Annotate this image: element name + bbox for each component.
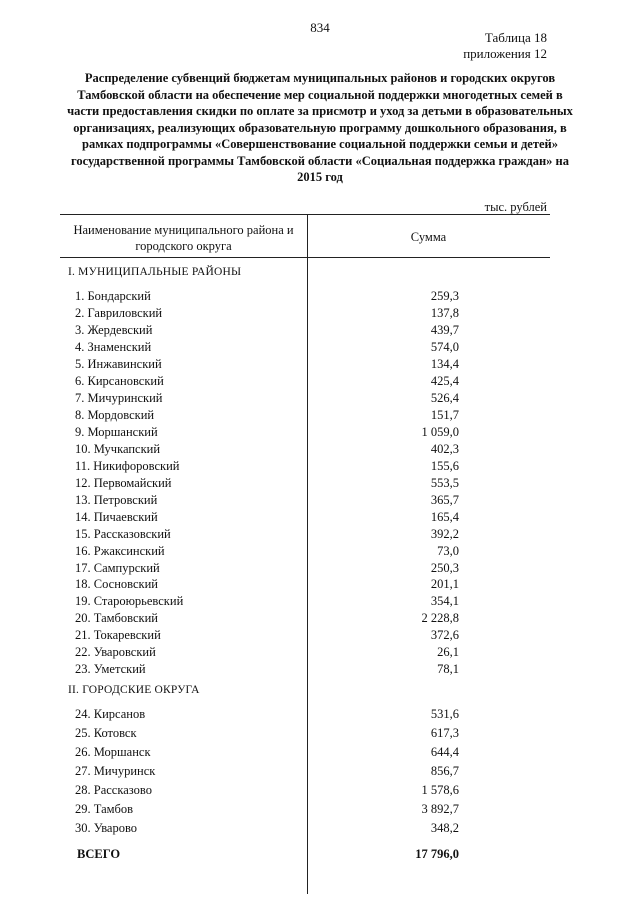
table-row (60, 576, 550, 593)
row-value: 439,7 (430, 322, 459, 337)
row-name: 8. Мордовский (75, 407, 155, 422)
row-name: 11. Никифоровский (75, 458, 180, 473)
row-name: 12. Первомайский (75, 475, 172, 490)
row-name: 16. Ржаксинский (75, 543, 165, 558)
row-value: 201,1 (430, 577, 459, 592)
header-name-line1: Наименование муниципального района и (73, 223, 294, 237)
table-row (60, 305, 550, 322)
table-row (60, 820, 550, 837)
row-name: 6. Кирсановский (75, 373, 164, 388)
row-name: 1. Бондарский (75, 289, 151, 303)
header-name-column (60, 222, 307, 254)
row-value: 617,3 (430, 726, 459, 740)
row-value: 372,6 (430, 628, 459, 643)
row-value: 856,7 (430, 764, 459, 778)
row-name: 22. Уваровский (75, 645, 156, 660)
row-name: 18. Сосновский (75, 577, 158, 592)
row-value: 553,5 (430, 475, 459, 490)
header-sum-column: Сумма (410, 230, 447, 244)
document-title: Распределение субвенций бюджетам муниципальных районов и городских округов Тамбовской области на обеспечение мер социальной поддержки многодетных семей в части предоставления скидки по оплате за присмотр и уход за детьми в образовательных организациях, реализующих образовательную программу дошкольного образования, в рамках подпрограммы «Совершенствование социальной поддержки семьи и детей» государственной программы Тамбовской области «Социальная поддержка граждан» на 2015 год (67, 71, 573, 184)
table-row (60, 543, 550, 560)
table-row (60, 322, 550, 339)
row-name: 7. Мичуринский (75, 390, 163, 405)
row-value: 165,4 (430, 509, 459, 524)
row-name: 19. Староюрьевский (75, 594, 184, 609)
table-row (60, 407, 550, 424)
row-name: 10. Мучкапский (75, 441, 161, 456)
table-row (60, 706, 550, 723)
table-row (60, 644, 550, 661)
table-row (60, 560, 550, 577)
row-name: 23. Уметский (75, 662, 146, 677)
table-row (60, 661, 550, 678)
row-name: 2. Гавриловский (75, 305, 163, 320)
row-value: 402,3 (430, 441, 459, 456)
table-row (60, 458, 550, 475)
row-name: 17. Сампурский (75, 560, 160, 575)
row-name: 25. Котовск (75, 726, 137, 740)
section-city-districts: II. ГОРОДСКИЕ ОКРУГА (68, 684, 200, 696)
row-name: 4. Знаменский (75, 339, 152, 354)
row-value: 151,7 (430, 407, 459, 422)
total-value: 17 796,0 (415, 847, 459, 861)
row-value: 78,1 (437, 662, 459, 677)
row-name: 15. Рассказовский (75, 526, 171, 541)
row-name: 26. Моршанск (75, 745, 151, 759)
row-value: 574,0 (430, 339, 459, 354)
table-reference-line1: Таблица 18 (484, 30, 547, 45)
row-name: 21. Токаревский (75, 628, 161, 643)
table-reference-line2: приложения 12 (463, 46, 547, 61)
table-row (60, 782, 550, 799)
table-top-border (60, 214, 550, 215)
row-value: 365,7 (430, 492, 459, 507)
row-value: 526,4 (430, 390, 459, 405)
row-name: 30. Уварово (75, 821, 138, 835)
table-row (60, 526, 550, 543)
table-row (60, 610, 550, 627)
table-row (60, 475, 550, 492)
table-row (60, 339, 550, 356)
row-value: 73,0 (437, 543, 459, 558)
row-value: 250,3 (430, 560, 459, 575)
table-row (60, 725, 550, 742)
header-bottom-border (60, 257, 550, 258)
row-value: 259,3 (430, 289, 459, 303)
row-value: 644,4 (430, 745, 459, 759)
table-row (60, 801, 550, 818)
row-name: 13. Петровский (75, 492, 158, 507)
row-name: 27. Мичуринск (75, 764, 156, 778)
header-name-line2: городского округа (135, 239, 232, 253)
row-name: 24. Кирсанов (75, 707, 146, 721)
row-value: 354,1 (430, 594, 459, 609)
table-reference (463, 30, 547, 62)
table-row (60, 356, 550, 373)
row-value: 425,4 (430, 373, 459, 388)
table-row (60, 288, 550, 305)
row-value: 155,6 (430, 458, 459, 473)
row-name: 14. Пичаевский (75, 509, 158, 524)
table-row (60, 627, 550, 644)
row-value: 3 892,7 (421, 802, 459, 816)
row-name: 29. Тамбов (75, 802, 134, 816)
row-name: 28. Рассказово (75, 783, 152, 797)
row-name: 9. Моршанский (75, 424, 158, 439)
table-row (60, 424, 550, 441)
page-number: 834 (310, 20, 330, 35)
section-municipal-districts: I. МУНИЦИПАЛЬНЫЕ РАЙОНЫ (68, 266, 242, 278)
row-value: 134,4 (430, 356, 459, 371)
table-row (60, 373, 550, 390)
row-name: 5. Инжавинский (75, 356, 162, 371)
row-name: 3. Жердевский (75, 322, 153, 337)
table-row (60, 441, 550, 458)
row-value: 1 578,6 (421, 783, 459, 797)
row-value: 2 228,8 (421, 611, 459, 626)
table-row (60, 744, 550, 761)
row-value: 348,2 (430, 821, 459, 835)
row-name: 20. Тамбовский (75, 611, 158, 626)
row-value: 531,6 (430, 707, 459, 721)
row-value: 26,1 (437, 645, 459, 660)
units-label: тыс. рублей (484, 200, 547, 214)
row-value: 137,8 (430, 305, 459, 320)
total-label: ВСЕГО (77, 847, 121, 861)
table-row (60, 390, 550, 407)
table-row (60, 593, 550, 610)
row-value: 1 059,0 (421, 424, 459, 439)
table-row (60, 763, 550, 780)
table-row (60, 492, 550, 509)
table-row (60, 509, 550, 526)
row-value: 392,2 (430, 526, 459, 541)
